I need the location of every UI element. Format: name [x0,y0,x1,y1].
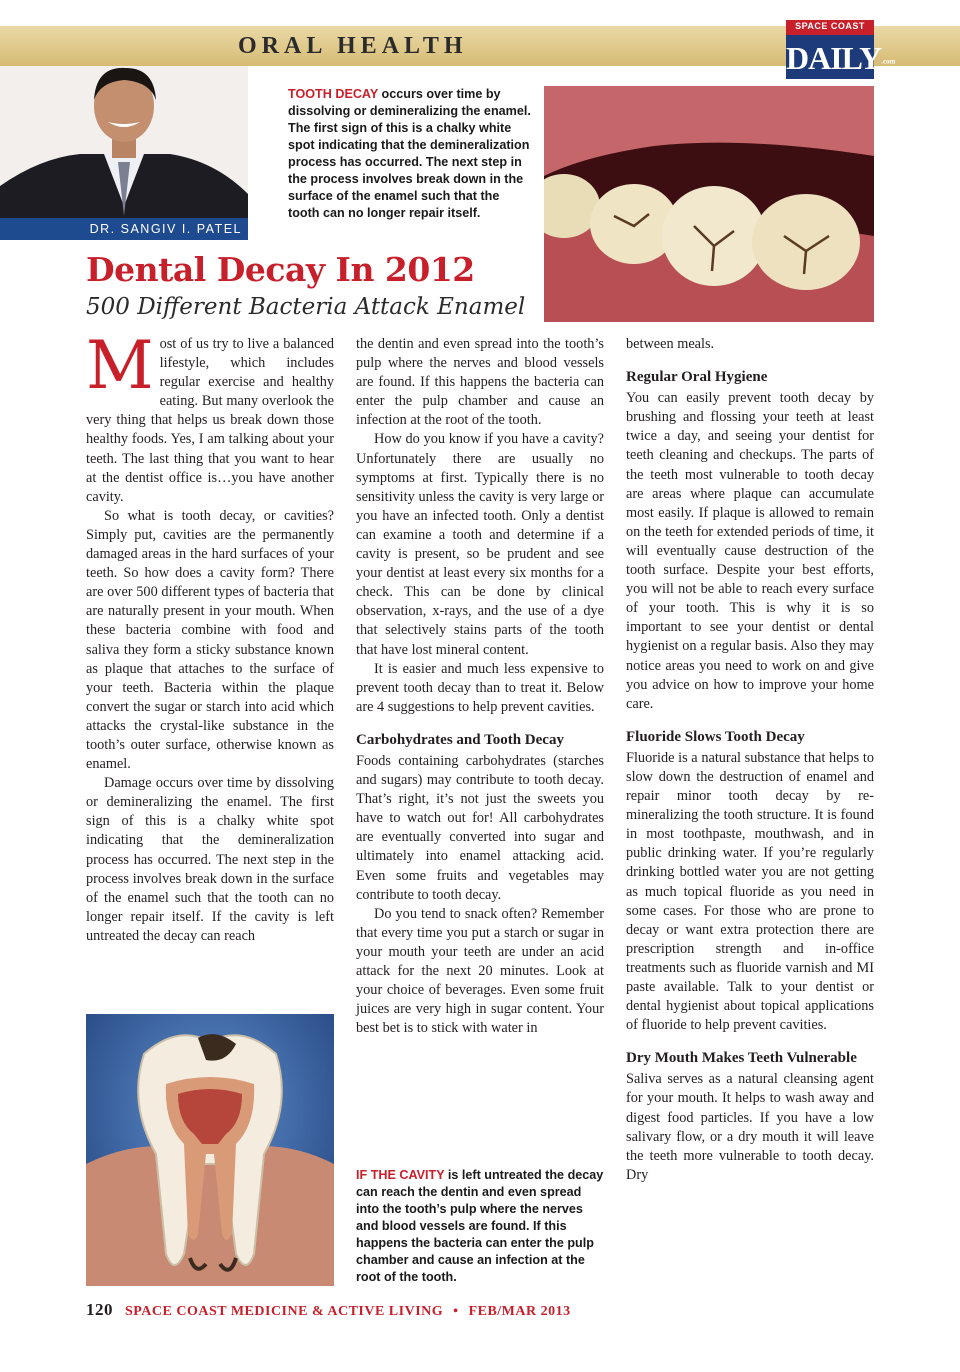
top-caption-lead: TOOTH DECAY [288,87,379,101]
tooth-diagram [86,1014,334,1286]
article-column-2 [356,335,604,1038]
paragraph: Damage occurs over time by dissolving or demineralizing the enamel. The first sign of this is a chalky white spot indicating that the demineralization process has occurred. The next step in the process involves break down in the surface of the enamel such that the tooth can no longer repair itself. If the cavity is left untreated the decay can reach [86,775,334,944]
bottom-caption-lead: IF THE CAVITY [356,1168,445,1182]
logo-top-text: SPACE COAST [786,20,874,33]
author-name: DR. SANGIV I. PATEL [0,218,248,240]
article-column-3 [626,335,874,1185]
paragraph: So what is tooth decay, or cavities? Simply put, cavities are the permanently damaged areas in the hard surfaces of your teeth. So how does a cavity form? There are over 500 different types of bacteria that are naturally present in your mouth. When these bacteria combine with food and saliva they form a sticky substance known as plaque that attaches to the surface of your teeth. Bacteria within the plaque convert the sugar or starch into acid which attacks the crystal-like substance in the tooth’s outer surface, otherwise known as enamel. [86,507,334,773]
decayed-molars-photo [544,86,874,322]
article-column-1 [86,327,334,946]
paragraph: Saliva serves as a natural cleansing agent for your mouth. It helps to wash away and digest food particles. If you have a low salivary flow, or a dry mouth it will leave the teeth more vulnerable to tooth decay. Dry [626,1071,874,1183]
molars-illustration [544,86,874,322]
logo-daily: DAILY [786,40,882,76]
bottom-caption-text: is left untreated the decay can reach the dentin and even spread into the tooth’s pulp where the nerves and blood vessels are found. If this happens the bacteria can enter the pulp chamber and cause an infection at the root of the tooth. [356,1168,604,1284]
drop-cap: M [86,327,154,404]
article-subtitle: 500 Different Bacteria Attack Enamel [86,294,526,320]
space-coast-daily-logo[interactable] [786,20,896,82]
paragraph: It is easier and much less expensive to prevent tooth decay than to treat it. Below are 4 suggestions to help prevent cavities. [356,660,604,715]
top-caption-text: occurs over time by dissolving or demineralizing the enamel. The first sign of this is a chalky white spot indicating that the demineralization process has occurred. The next step in the process involves break down in the surface of the enamel such that the tooth can no longer repair itself. [288,87,531,220]
paragraph: How do you know if you have a cavity? Unfortunately there are usually no symptoms at first. Typically there is no sensitivity unless the cavity is very large or you have an infected tooth. Only a dentist can examine a tooth and determine if a cavity is present, so be prudent and see your dentist at least every six months for a check. This can be done by clinical observation, x-rays, and the use of a dye that selectively stains parts of the tooth that have lost mineral content. [356,431,604,658]
author-photo [0,66,248,218]
subheading-dry-mouth: Dry Mouth Makes Teeth Vulnerable [626,1050,857,1067]
issue-date: FEB/MAR 2013 [468,1304,571,1319]
paragraph: Fluoride is a natural substance that helps to slow down the destruction of enamel and repair minor tooth decay by re-mineralizing the tooth structure. It is found in most toothpaste, mouthwash, and in public drinking water. If you’re regularly drinking bottled water you are not getting as much topical fluoride as you need in some cases. For those who are prone to decay or want extra protection there are prescription strength and in-office treatments such as fluoride varnish and MI paste available. Talk to your dentist or dental hygienist about topical applications of fluoride to help prevent cavities. [626,749,874,1034]
paragraph: Do you tend to snack often? Remember that every time you put a starch or sugar in your mouth your teeth are under an acid attack for the next 20 minutes. Look at your choice of beverages. Even some fruit juices are very high in sugar content. Your best bet is to stick with water in [356,905,604,1037]
logo-main-text [786,33,896,79]
top-photo-caption [288,86,534,222]
subheading-fluoride: Fluoride Slows Tooth Decay [626,728,805,745]
paragraph: between meals. [626,336,715,352]
paragraph-text: ost of us try to live a balanced lifestyle, which includes regular exercise and healthy eating. But many overlook the very thing that helps us break down those healthy foods. Yes, I am talking about your teeth. The last thing that you want to hear at the dentist office is…you have another cavity. [86,336,334,505]
section-label: ORAL HEALTH [238,33,468,59]
subheading-oral-hygiene: Regular Oral Hygiene [626,369,768,386]
page-footer [86,1300,571,1320]
page-number: 120 [86,1300,113,1319]
author-portrait-illustration [0,66,248,218]
logo-dotcom: .com [881,57,896,66]
publication-name: SPACE COAST MEDICINE & ACTIVE LIVING [125,1304,444,1319]
paragraph: Foods containing carbohydrates (starches and sugars) may contribute to tooth decay. That’s right, it’s not just the sweets you have to watch out for! All carbohydrates are eventually converted into sugar and ultimately into enamel attacking acid. Even some fruits and vegetables may contribute to tooth decay. [356,752,604,903]
bottom-photo-caption [356,1167,604,1286]
paragraph: the dentin and even spread into the tooth’s pulp where the nerves and blood vessels are found. If this happens the bacteria can enter the pulp chamber and cause an infection at the root of the tooth. [356,336,604,429]
paragraph: You can easily prevent tooth decay by brushing and flossing your teeth at least twice a day, and seeing your dentist for teeth cleaning and checkups. The parts of the teeth most vulnerable to tooth decay are areas where plaque can accumulate most easily. If plaque is allowed to remain on the teeth for extended periods of time, it will eventually cause destruction of the tooth surface. Despite your best efforts, you will not be able to reach every surface of your tooth. This is why it is so important to see your dentist or dental hygienist on a regular basis. Also they may notice areas you need to work on and give you advice on how to improve your home care. [626,390,874,712]
article-title: Dental Decay In 2012 [86,250,475,289]
footer-separator: • [453,1304,459,1319]
subheading-carbohydrates: Carbohydrates and Tooth Decay [356,731,564,748]
paragraph [86,327,334,507]
tooth-cross-section-illustration [86,1014,334,1286]
